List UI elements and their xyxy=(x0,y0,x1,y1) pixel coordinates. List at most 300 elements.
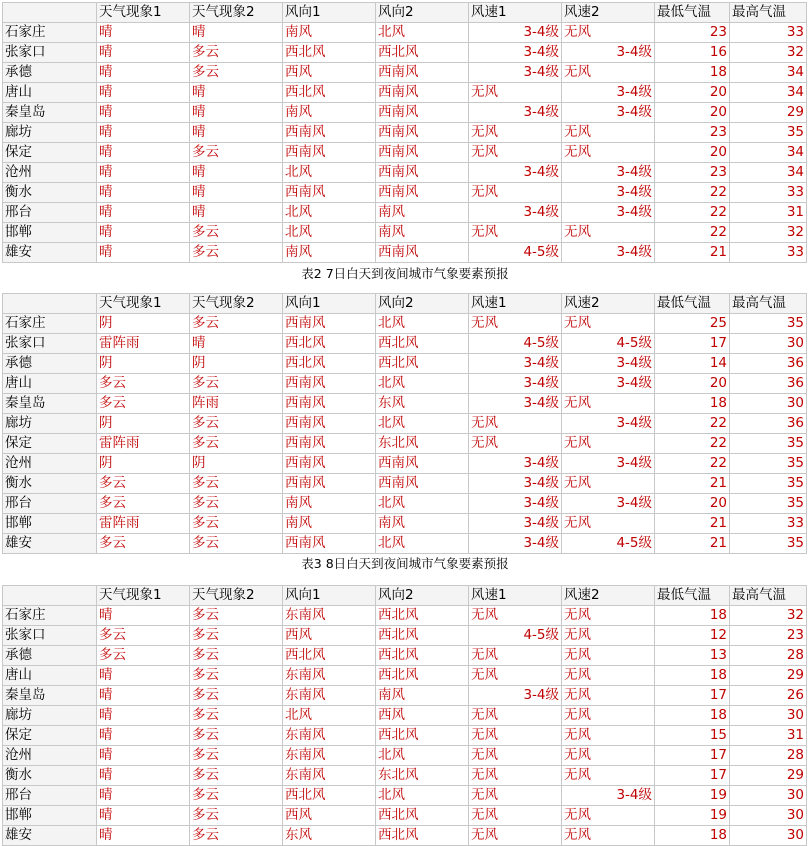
cell-weather-1: 晴 xyxy=(97,746,190,766)
table-row xyxy=(3,806,807,826)
cell-wind-speed-1: 无风 xyxy=(469,666,562,686)
cell-wind-speed-2: 无风 xyxy=(562,646,655,666)
table-row xyxy=(3,103,807,123)
table-row xyxy=(3,746,807,766)
cell-city: 雄安 xyxy=(3,243,97,263)
cell-min-temp: 20 xyxy=(655,494,730,514)
cell-city: 邢台 xyxy=(3,203,97,223)
cell-wind-speed-2: 3-4级 xyxy=(562,103,655,123)
cell-weather-2: 多云 xyxy=(190,826,283,846)
cell-wind-speed-2: 无风 xyxy=(562,434,655,454)
cell-wind-speed-1: 无风 xyxy=(469,223,562,243)
cell-weather-2: 晴 xyxy=(190,103,283,123)
cell-weather-1: 晴 xyxy=(97,606,190,626)
cell-weather-2: 多云 xyxy=(190,434,283,454)
table-row xyxy=(3,414,807,434)
table-row xyxy=(3,474,807,494)
cell-weather-1: 晴 xyxy=(97,123,190,143)
cell-weather-1: 阴 xyxy=(97,314,190,334)
header-wind-speed-1: 风速1 xyxy=(469,3,562,23)
cell-wind-dir-2: 东北风 xyxy=(376,766,469,786)
cell-min-temp: 25 xyxy=(655,314,730,334)
cell-wind-dir-1: 西南风 xyxy=(283,394,376,414)
cell-weather-1: 晴 xyxy=(97,243,190,263)
cell-max-temp: 31 xyxy=(730,203,807,223)
cell-max-temp: 33 xyxy=(730,243,807,263)
cell-wind-dir-1: 西南风 xyxy=(283,474,376,494)
cell-weather-2: 多云 xyxy=(190,243,283,263)
cell-city: 石家庄 xyxy=(3,606,97,626)
cell-city: 保定 xyxy=(3,434,97,454)
cell-wind-speed-1: 无风 xyxy=(469,123,562,143)
cell-weather-1: 晴 xyxy=(97,223,190,243)
cell-weather-2: 多云 xyxy=(190,223,283,243)
header-max-temp: 最高气温 xyxy=(730,586,807,606)
cell-wind-dir-2: 西北风 xyxy=(376,726,469,746)
cell-weather-1: 晴 xyxy=(97,666,190,686)
cell-min-temp: 18 xyxy=(655,826,730,846)
cell-min-temp: 13 xyxy=(655,646,730,666)
cell-city: 衡水 xyxy=(3,183,97,203)
cell-max-temp: 30 xyxy=(730,786,807,806)
cell-max-temp: 33 xyxy=(730,183,807,203)
cell-wind-dir-2: 南风 xyxy=(376,203,469,223)
cell-wind-speed-2: 无风 xyxy=(562,314,655,334)
cell-min-temp: 20 xyxy=(655,143,730,163)
header-row xyxy=(3,294,807,314)
cell-wind-dir-2: 西北风 xyxy=(376,606,469,626)
cell-max-temp: 34 xyxy=(730,63,807,83)
cell-weather-1: 晴 xyxy=(97,43,190,63)
cell-wind-dir-1: 西南风 xyxy=(283,183,376,203)
cell-wind-dir-2: 西南风 xyxy=(376,83,469,103)
cell-weather-1: 雷阵雨 xyxy=(97,514,190,534)
table-row xyxy=(3,726,807,746)
cell-weather-2: 晴 xyxy=(190,163,283,183)
cell-wind-dir-1: 东南风 xyxy=(283,726,376,746)
cell-weather-1: 阴 xyxy=(97,454,190,474)
header-weather-2: 天气现象2 xyxy=(190,586,283,606)
cell-wind-dir-1: 南风 xyxy=(283,514,376,534)
cell-wind-speed-1: 3-4级 xyxy=(469,354,562,374)
cell-weather-1: 晴 xyxy=(97,203,190,223)
cell-wind-speed-1: 无风 xyxy=(469,414,562,434)
cell-wind-speed-1: 无风 xyxy=(469,826,562,846)
cell-weather-1: 晴 xyxy=(97,826,190,846)
cell-wind-speed-1: 无风 xyxy=(469,314,562,334)
cell-wind-dir-1: 北风 xyxy=(283,706,376,726)
cell-wind-speed-1: 无风 xyxy=(469,786,562,806)
cell-wind-dir-2: 南风 xyxy=(376,223,469,243)
cell-wind-dir-1: 东南风 xyxy=(283,766,376,786)
header-city xyxy=(3,586,97,606)
cell-wind-dir-1: 西北风 xyxy=(283,334,376,354)
cell-city: 唐山 xyxy=(3,83,97,103)
cell-min-temp: 16 xyxy=(655,43,730,63)
cell-wind-dir-1: 东南风 xyxy=(283,666,376,686)
cell-wind-dir-2: 西南风 xyxy=(376,123,469,143)
cell-wind-dir-2: 东北风 xyxy=(376,434,469,454)
cell-wind-dir-2: 西南风 xyxy=(376,103,469,123)
cell-city: 沧州 xyxy=(3,746,97,766)
cell-wind-speed-2: 4-5级 xyxy=(562,534,655,554)
cell-city: 雄安 xyxy=(3,534,97,554)
cell-wind-speed-1: 3-4级 xyxy=(469,534,562,554)
cell-min-temp: 21 xyxy=(655,243,730,263)
forecast-table-6th xyxy=(2,2,807,263)
cell-max-temp: 35 xyxy=(730,474,807,494)
cell-wind-speed-1: 无风 xyxy=(469,726,562,746)
cell-weather-1: 阴 xyxy=(97,354,190,374)
cell-wind-dir-2: 西南风 xyxy=(376,163,469,183)
cell-wind-speed-2: 无风 xyxy=(562,746,655,766)
cell-city: 承德 xyxy=(3,354,97,374)
cell-wind-speed-1: 3-4级 xyxy=(469,374,562,394)
cell-wind-speed-2: 无风 xyxy=(562,606,655,626)
header-min-temp: 最低气温 xyxy=(655,586,730,606)
cell-wind-dir-1: 西北风 xyxy=(283,786,376,806)
table-row xyxy=(3,203,807,223)
cell-max-temp: 33 xyxy=(730,514,807,534)
cell-weather-2: 多云 xyxy=(190,494,283,514)
forecast-table-8th xyxy=(2,585,807,846)
cell-city: 邯郸 xyxy=(3,806,97,826)
table-row xyxy=(3,666,807,686)
cell-city: 廊坊 xyxy=(3,123,97,143)
cell-weather-2: 多云 xyxy=(190,706,283,726)
cell-wind-dir-1: 西风 xyxy=(283,626,376,646)
cell-wind-speed-1: 3-4级 xyxy=(469,394,562,414)
cell-wind-dir-1: 西北风 xyxy=(283,354,376,374)
cell-wind-speed-2: 无风 xyxy=(562,514,655,534)
cell-min-temp: 22 xyxy=(655,434,730,454)
cell-wind-speed-2: 3-4级 xyxy=(562,414,655,434)
cell-weather-2: 晴 xyxy=(190,183,283,203)
cell-max-temp: 30 xyxy=(730,706,807,726)
cell-min-temp: 18 xyxy=(655,706,730,726)
header-wind-dir-1: 风向1 xyxy=(283,294,376,314)
table-row xyxy=(3,626,807,646)
cell-wind-dir-1: 南风 xyxy=(283,243,376,263)
cell-wind-dir-2: 北风 xyxy=(376,494,469,514)
cell-max-temp: 32 xyxy=(730,223,807,243)
header-wind-speed-2: 风速2 xyxy=(562,294,655,314)
cell-weather-2: 晴 xyxy=(190,23,283,43)
cell-city: 唐山 xyxy=(3,374,97,394)
table-row xyxy=(3,334,807,354)
cell-max-temp: 35 xyxy=(730,123,807,143)
cell-weather-1: 晴 xyxy=(97,766,190,786)
cell-weather-1: 晴 xyxy=(97,83,190,103)
cell-weather-2: 多云 xyxy=(190,474,283,494)
cell-wind-speed-2: 无风 xyxy=(562,826,655,846)
cell-min-temp: 18 xyxy=(655,63,730,83)
cell-weather-2: 多云 xyxy=(190,314,283,334)
cell-city: 廊坊 xyxy=(3,706,97,726)
cell-min-temp: 21 xyxy=(655,474,730,494)
cell-wind-speed-2: 无风 xyxy=(562,123,655,143)
cell-city: 秦皇岛 xyxy=(3,103,97,123)
cell-city: 邢台 xyxy=(3,786,97,806)
cell-weather-2: 多云 xyxy=(190,806,283,826)
cell-wind-speed-1: 3-4级 xyxy=(469,494,562,514)
cell-wind-speed-1: 无风 xyxy=(469,434,562,454)
table-row xyxy=(3,163,807,183)
cell-max-temp: 36 xyxy=(730,414,807,434)
table-row xyxy=(3,83,807,103)
cell-wind-dir-2: 西南风 xyxy=(376,454,469,474)
cell-wind-speed-2: 无风 xyxy=(562,223,655,243)
cell-wind-speed-1: 无风 xyxy=(469,143,562,163)
cell-wind-speed-1: 无风 xyxy=(469,706,562,726)
cell-wind-speed-2: 3-4级 xyxy=(562,203,655,223)
cell-min-temp: 22 xyxy=(655,203,730,223)
cell-weather-1: 晴 xyxy=(97,686,190,706)
cell-wind-speed-2: 无风 xyxy=(562,806,655,826)
table-row xyxy=(3,23,807,43)
cell-city: 保定 xyxy=(3,726,97,746)
cell-city: 衡水 xyxy=(3,474,97,494)
cell-wind-speed-2: 无风 xyxy=(562,63,655,83)
cell-city: 石家庄 xyxy=(3,314,97,334)
cell-wind-speed-1: 4-5级 xyxy=(469,334,562,354)
cell-wind-dir-1: 南风 xyxy=(283,494,376,514)
cell-wind-dir-1: 南风 xyxy=(283,23,376,43)
header-wind-speed-2: 风速2 xyxy=(562,586,655,606)
table-row xyxy=(3,43,807,63)
cell-wind-speed-1: 无风 xyxy=(469,746,562,766)
cell-wind-dir-1: 西南风 xyxy=(283,534,376,554)
cell-max-temp: 36 xyxy=(730,374,807,394)
cell-weather-1: 晴 xyxy=(97,23,190,43)
cell-city: 保定 xyxy=(3,143,97,163)
cell-wind-dir-2: 西南风 xyxy=(376,143,469,163)
header-wind-dir-2: 风向2 xyxy=(376,294,469,314)
cell-city: 秦皇岛 xyxy=(3,394,97,414)
cell-city: 张家口 xyxy=(3,43,97,63)
cell-wind-speed-2: 3-4级 xyxy=(562,374,655,394)
header-max-temp: 最高气温 xyxy=(730,294,807,314)
cell-city: 沧州 xyxy=(3,454,97,474)
cell-weather-1: 多云 xyxy=(97,534,190,554)
cell-max-temp: 29 xyxy=(730,766,807,786)
cell-max-temp: 34 xyxy=(730,143,807,163)
cell-wind-dir-2: 西南风 xyxy=(376,243,469,263)
cell-weather-1: 晴 xyxy=(97,806,190,826)
cell-wind-dir-1: 北风 xyxy=(283,163,376,183)
cell-wind-dir-1: 西南风 xyxy=(283,374,376,394)
cell-wind-speed-2: 3-4级 xyxy=(562,183,655,203)
cell-min-temp: 18 xyxy=(655,606,730,626)
cell-weather-2: 多云 xyxy=(190,666,283,686)
cell-max-temp: 30 xyxy=(730,806,807,826)
cell-wind-speed-2: 3-4级 xyxy=(562,786,655,806)
cell-wind-speed-2: 3-4级 xyxy=(562,243,655,263)
cell-wind-dir-2: 西北风 xyxy=(376,646,469,666)
cell-wind-dir-2: 西北风 xyxy=(376,334,469,354)
cell-wind-dir-2: 北风 xyxy=(376,414,469,434)
cell-min-temp: 23 xyxy=(655,23,730,43)
cell-wind-speed-1: 无风 xyxy=(469,766,562,786)
cell-max-temp: 35 xyxy=(730,494,807,514)
cell-min-temp: 17 xyxy=(655,766,730,786)
cell-min-temp: 17 xyxy=(655,334,730,354)
cell-wind-speed-1: 无风 xyxy=(469,606,562,626)
cell-city: 廊坊 xyxy=(3,414,97,434)
cell-wind-speed-1: 无风 xyxy=(469,83,562,103)
cell-city: 张家口 xyxy=(3,626,97,646)
cell-city: 唐山 xyxy=(3,666,97,686)
cell-city: 石家庄 xyxy=(3,23,97,43)
cell-wind-speed-2: 无风 xyxy=(562,474,655,494)
table-row xyxy=(3,394,807,414)
header-wind-speed-1: 风速1 xyxy=(469,586,562,606)
cell-weather-1: 晴 xyxy=(97,143,190,163)
cell-wind-speed-2: 无风 xyxy=(562,143,655,163)
cell-wind-speed-2: 无风 xyxy=(562,23,655,43)
header-wind-dir-1: 风向1 xyxy=(283,586,376,606)
cell-max-temp: 30 xyxy=(730,394,807,414)
cell-wind-speed-2: 3-4级 xyxy=(562,83,655,103)
cell-weather-1: 阴 xyxy=(97,414,190,434)
cell-wind-dir-2: 西北风 xyxy=(376,806,469,826)
cell-wind-dir-1: 东南风 xyxy=(283,746,376,766)
table3-caption: 表3 8日白天到夜间城市气象要素预报 xyxy=(301,556,509,571)
cell-wind-speed-1: 3-4级 xyxy=(469,514,562,534)
cell-max-temp: 30 xyxy=(730,334,807,354)
cell-min-temp: 18 xyxy=(655,666,730,686)
cell-wind-dir-2: 西风 xyxy=(376,706,469,726)
cell-city: 沧州 xyxy=(3,163,97,183)
cell-max-temp: 36 xyxy=(730,354,807,374)
cell-weather-2: 多云 xyxy=(190,646,283,666)
header-min-temp: 最低气温 xyxy=(655,3,730,23)
cell-wind-speed-2: 3-4级 xyxy=(562,163,655,183)
cell-max-temp: 32 xyxy=(730,606,807,626)
cell-min-temp: 18 xyxy=(655,394,730,414)
table-row xyxy=(3,434,807,454)
table-row xyxy=(3,314,807,334)
cell-wind-speed-2: 无风 xyxy=(562,626,655,646)
cell-wind-speed-1: 无风 xyxy=(469,646,562,666)
cell-max-temp: 28 xyxy=(730,746,807,766)
cell-weather-1: 多云 xyxy=(97,626,190,646)
table-row xyxy=(3,123,807,143)
table-row xyxy=(3,786,807,806)
header-wind-dir-1: 风向1 xyxy=(283,3,376,23)
cell-wind-dir-2: 北风 xyxy=(376,746,469,766)
cell-min-temp: 22 xyxy=(655,223,730,243)
cell-wind-speed-1: 无风 xyxy=(469,806,562,826)
cell-weather-2: 多云 xyxy=(190,746,283,766)
cell-weather-1: 晴 xyxy=(97,726,190,746)
cell-wind-speed-1: 4-5级 xyxy=(469,626,562,646)
cell-wind-speed-2: 4-5级 xyxy=(562,334,655,354)
cell-max-temp: 35 xyxy=(730,434,807,454)
cell-wind-dir-1: 东南风 xyxy=(283,606,376,626)
cell-city: 承德 xyxy=(3,646,97,666)
table-row xyxy=(3,494,807,514)
cell-wind-speed-1: 3-4级 xyxy=(469,474,562,494)
cell-wind-speed-2: 无风 xyxy=(562,394,655,414)
cell-wind-dir-2: 西南风 xyxy=(376,183,469,203)
cell-wind-dir-2: 西北风 xyxy=(376,666,469,686)
cell-max-temp: 34 xyxy=(730,83,807,103)
cell-weather-2: 多云 xyxy=(190,414,283,434)
cell-wind-dir-1: 东南风 xyxy=(283,686,376,706)
cell-max-temp: 33 xyxy=(730,23,807,43)
cell-max-temp: 30 xyxy=(730,826,807,846)
cell-wind-speed-2: 3-4级 xyxy=(562,43,655,63)
cell-wind-speed-2: 无风 xyxy=(562,726,655,746)
table-row xyxy=(3,766,807,786)
header-wind-speed-2: 风速2 xyxy=(562,3,655,23)
cell-weather-1: 多云 xyxy=(97,646,190,666)
cell-wind-dir-2: 北风 xyxy=(376,23,469,43)
cell-weather-2: 多云 xyxy=(190,686,283,706)
cell-wind-dir-1: 西南风 xyxy=(283,314,376,334)
cell-city: 邯郸 xyxy=(3,514,97,534)
header-weather-1: 天气现象1 xyxy=(97,586,190,606)
cell-wind-dir-1: 西南风 xyxy=(283,414,376,434)
cell-weather-1: 雷阵雨 xyxy=(97,434,190,454)
cell-weather-2: 多云 xyxy=(190,143,283,163)
cell-weather-2: 阴 xyxy=(190,454,283,474)
table-row xyxy=(3,183,807,203)
cell-weather-2: 阴 xyxy=(190,354,283,374)
table-row xyxy=(3,243,807,263)
cell-weather-1: 雷阵雨 xyxy=(97,334,190,354)
cell-min-temp: 15 xyxy=(655,726,730,746)
cell-weather-2: 多云 xyxy=(190,43,283,63)
cell-wind-dir-2: 东风 xyxy=(376,394,469,414)
cell-weather-1: 晴 xyxy=(97,183,190,203)
table-row xyxy=(3,706,807,726)
header-wind-speed-1: 风速1 xyxy=(469,294,562,314)
cell-wind-speed-2: 3-4级 xyxy=(562,494,655,514)
cell-weather-1: 晴 xyxy=(97,786,190,806)
cell-weather-2: 晴 xyxy=(190,334,283,354)
table-row xyxy=(3,143,807,163)
cell-max-temp: 34 xyxy=(730,163,807,183)
cell-max-temp: 31 xyxy=(730,726,807,746)
cell-wind-dir-2: 北风 xyxy=(376,786,469,806)
cell-min-temp: 14 xyxy=(655,354,730,374)
cell-weather-2: 多云 xyxy=(190,726,283,746)
cell-city: 承德 xyxy=(3,63,97,83)
cell-wind-dir-1: 东风 xyxy=(283,826,376,846)
cell-wind-dir-2: 西南风 xyxy=(376,474,469,494)
cell-wind-dir-1: 西风 xyxy=(283,806,376,826)
table-row xyxy=(3,63,807,83)
cell-max-temp: 23 xyxy=(730,626,807,646)
cell-min-temp: 22 xyxy=(655,183,730,203)
table-row xyxy=(3,354,807,374)
cell-wind-speed-1: 3-4级 xyxy=(469,163,562,183)
cell-min-temp: 20 xyxy=(655,83,730,103)
table-row xyxy=(3,826,807,846)
header-weather-1: 天气现象1 xyxy=(97,294,190,314)
cell-weather-2: 多云 xyxy=(190,534,283,554)
cell-wind-dir-1: 北风 xyxy=(283,203,376,223)
cell-wind-speed-1: 3-4级 xyxy=(469,686,562,706)
cell-weather-2: 晴 xyxy=(190,83,283,103)
table-row xyxy=(3,374,807,394)
cell-wind-speed-2: 无风 xyxy=(562,766,655,786)
cell-wind-dir-1: 西南风 xyxy=(283,434,376,454)
table-row xyxy=(3,514,807,534)
cell-weather-2: 阵雨 xyxy=(190,394,283,414)
